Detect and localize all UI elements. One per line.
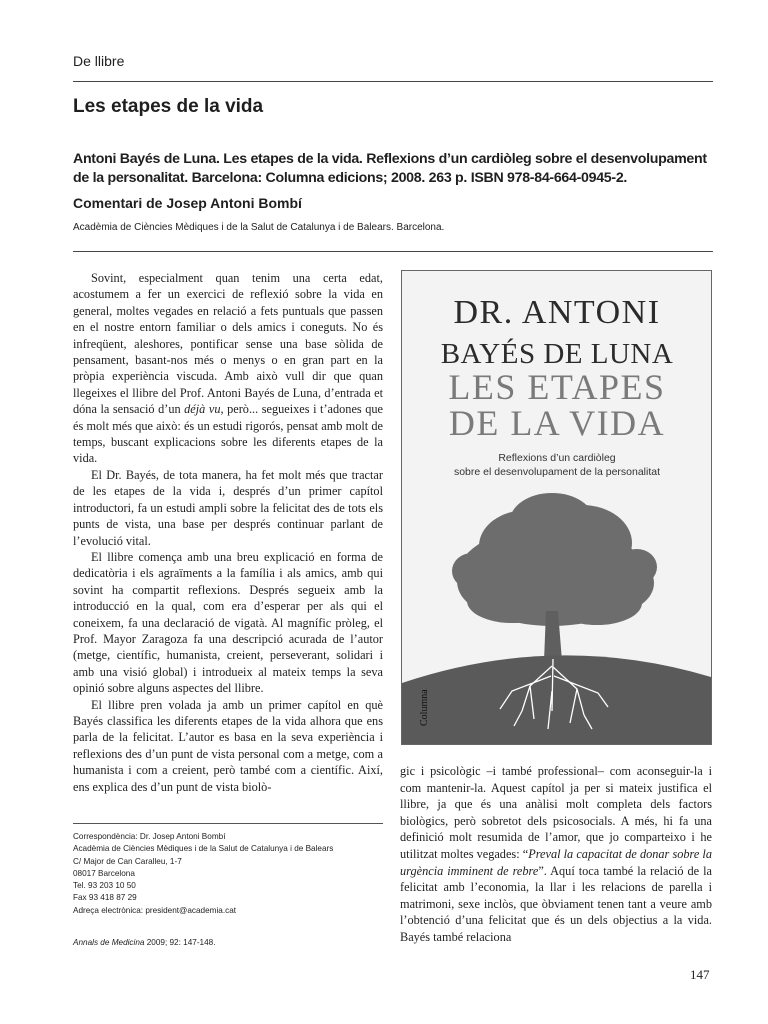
section-rule: [73, 251, 713, 252]
cover-author-line-1: DR. ANTONI: [453, 294, 661, 331]
paragraph-5: [400, 763, 712, 946]
cover-title-line-2: DE LA VIDA: [448, 403, 666, 443]
book-cover-image: [401, 270, 712, 745]
correspondence-line: Acadèmia de Ciències Mèdiques i de la Salut de Catalunya i de Balears: [73, 844, 334, 854]
cover-subtitle-line-1: Reflexions d’un cardiòleg: [498, 452, 616, 464]
paragraph-4: El llibre pren volada ja amb un primer capítol en què Bayés classifica les diferents etapes de la vida alhora que ens parla de la felicitat. L’autor es basa en la seva experiència i reflexions des d’un punt de vista personal com a metge, com a humanista i com a creient, però també com a científic. Així, ens explica des d’un punt de vista biolò-: [73, 697, 383, 794]
body-column-left: [73, 270, 383, 795]
paragraph-1-emphasis: déjà vu: [184, 402, 221, 417]
paragraph-5-text-a: gic i psicològic –i també professional– com aconseguir-la i com mantenir-la. Aquest capítol ja per si mateix justifica el llibre, ja que és una anàlisi molt completa dels factors biològics, però sobretot dels psicosocials. A més, hi fa una definició molt resumida de l’amor, que jo comparteixo i he utilitzat moltes vegades: “: [400, 764, 712, 861]
section-label: De llibre: [73, 53, 125, 69]
article-title: Les etapes de la vida: [73, 96, 264, 117]
paragraph-1: [73, 270, 383, 467]
correspondence-line: C/ Major de Can Caralleu, 1-7: [73, 856, 182, 866]
correspondence-block: [73, 831, 373, 917]
paragraph-1-text-a: Sovint, especialment quan tenim una certa edat, acostumem a fer un exercici de reflexió sobre la vida en general, moltes vegades en relació a fets puntuals que passen en el nostre entorn familiar o dels amics i coneguts. No és infreqüent, aleshores, pontificar sense una base sòlida de pensament, basant-nos més o menys o en gran part en la pròpia experiència viscuda. Amb això vull dir que quan llegeixes el llibre del Prof. Antoni Bayés de Luna, d’entrada et dóna la sensació d’un: [73, 271, 383, 417]
cover-author-line-2: BAYÉS DE LUNA: [440, 338, 674, 370]
cover-publisher-logo: Columna: [419, 689, 430, 726]
correspondence-line: 08017 Barcelona: [73, 868, 135, 878]
author-affiliation: Acadèmia de Ciències Mèdiques i de la Salut de Catalunya i de Balears. Barcelona.: [73, 222, 445, 233]
cover-title-line-1: LES ETAPES: [448, 367, 666, 407]
book-cover-art: [402, 271, 711, 744]
footnote-rule: [73, 823, 383, 824]
correspondence-line: Correspondència: Dr. Josep Antoni Bombí: [73, 832, 226, 841]
book-citation: Antoni Bayés de Luna. Les etapes de la vida. Reflexions d’un cardiòleg sobre el desenvolupament de la personalitat. Barcelona: Columna edicions; 2008. 263 p. ISBN 978-84-664-0945-2.: [73, 151, 707, 186]
comment-author: Comentari de Josep Antoni Bombí: [73, 195, 302, 211]
paragraph-2: El Dr. Bayés, de tota manera, ha fet molt més que tractar de les etapes de la vida i, després d’un primer capítol introductori, fa un estudi ampli sobre la felicitat des de tots els punts de vista, una base per després continuar parlant de l’evolució vital.: [73, 467, 383, 548]
cover-subtitle-line-2: sobre el desenvolupament de la personalitat: [453, 466, 661, 478]
journal-reference: [73, 938, 216, 947]
journal-name: Annals de Medicina: [73, 938, 145, 947]
paragraph-1-text-b: , però... segueixes i t’adones que és molt més que això: és un estudi rigorós, pensat amb molt de temps, buscant explicacions sobre les diferents etapes de la vida.: [73, 402, 383, 466]
journal-volume-pages: 2009; 92: 147-148.: [144, 938, 216, 947]
paragraph-5-quote: Preval la capacitat de donar sobre la urgència imminent de rebre: [400, 846, 712, 878]
correspondence-line: Fax 93 418 87 29: [73, 893, 137, 903]
paragraph-3: El llibre comença amb una breu explicació en forma de dedicatòria i els agraïments a la família i als amics, amb qui sovint ha compartit reflexions. Després segueix amb la introducció en la qual, com era d’esperar per als qui el coneixem, fa una declaració de vigatà. Al magnífic pròleg, el Prof. Mayor Zaragoza fa una descripció acurada de l’autor (metge, científic, humanista, creient, perseverant, solidari i amb una visió global) i introdueix al mateix temps la seva opinió sobre alguns aspectes del llibre.: [73, 549, 383, 696]
correspondence-line: Tel. 93 203 10 50: [73, 881, 136, 891]
paragraph-5-text-b: ”. Aquí toca també la relació de la felicitat amb l’economia, la llar i les relacions de parella i matrimoni, sexe inclòs, que òbviament tenen tant a veure amb l’obtenció d’una felicitat que és un dels objectius a la vida. Bayés també relaciona: [400, 863, 712, 944]
page-number: 147: [690, 967, 710, 982]
header-rule: [73, 81, 713, 82]
body-column-right: [400, 763, 712, 946]
correspondence-line: Adreça electrònica: president@academia.cat: [73, 905, 237, 915]
